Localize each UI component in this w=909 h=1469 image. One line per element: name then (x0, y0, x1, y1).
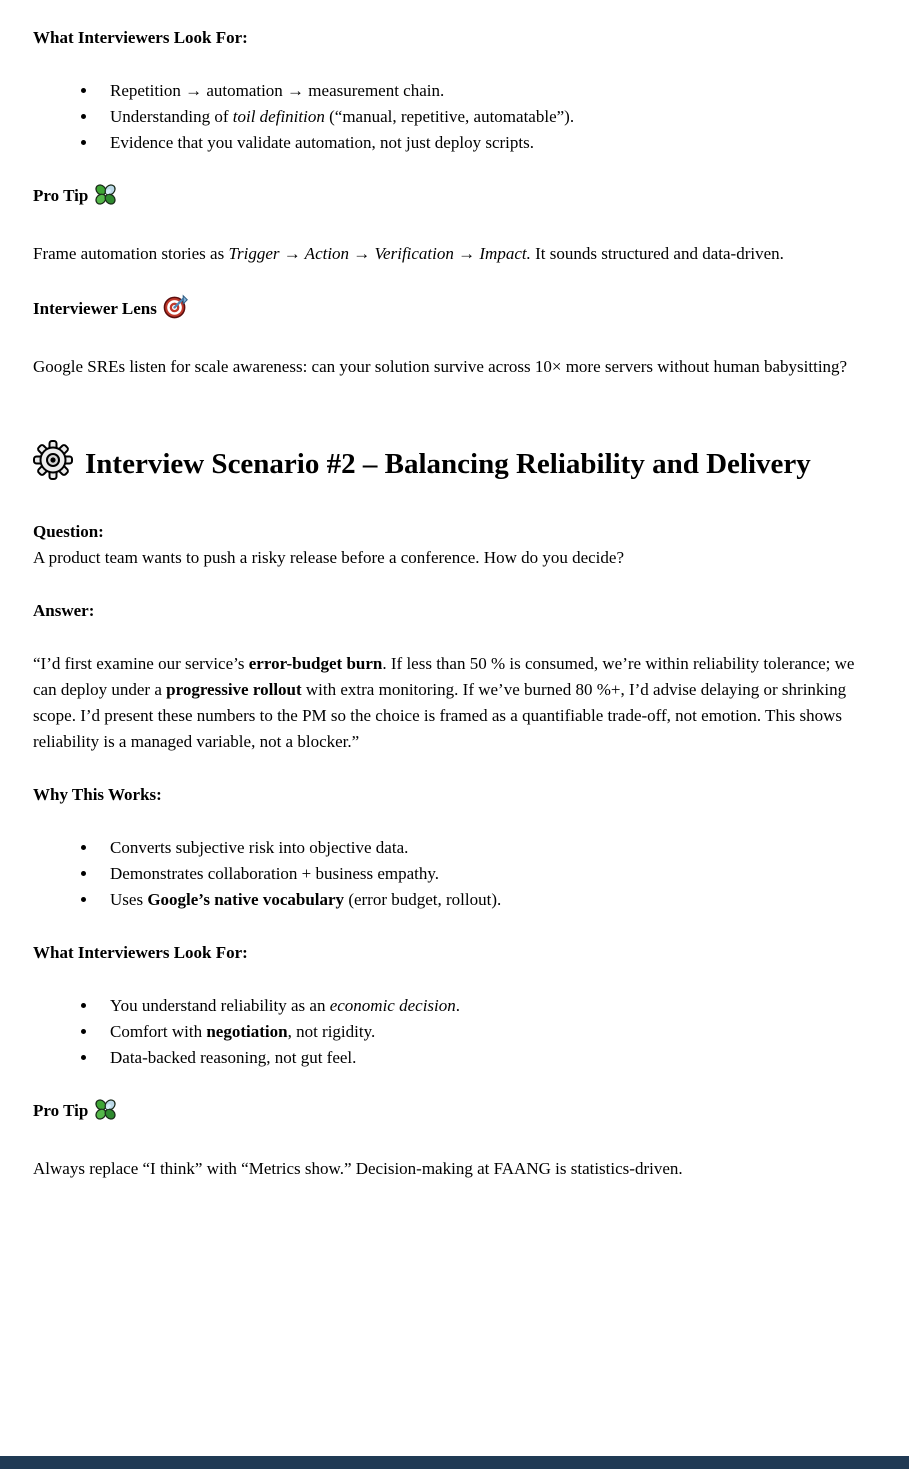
text-run: . If less than 50 % is consumed, we’re within reliability tolerance; we can deploy under a (33, 654, 855, 699)
text-run: . (455, 996, 461, 1015)
question-block (33, 519, 876, 571)
list-item (98, 1045, 876, 1071)
list-item-text (110, 1048, 356, 1067)
text-run: Google’s native vocabulary (147, 890, 345, 909)
list-item-text (110, 864, 439, 883)
list-item (98, 835, 876, 861)
pro-tip-1-body (33, 241, 876, 267)
question-body: A product team wants to push a risky release before a conference. How do you decide? (33, 548, 624, 567)
list-item-text (110, 996, 460, 1015)
text-run: Trigger → Action → Verification → Impact. (228, 244, 531, 263)
text-run: It sounds structured and data-driven. (530, 244, 784, 263)
list-item-text (110, 890, 501, 909)
text-run: Uses (110, 890, 148, 909)
text-run: “I’d first examine our service’s (33, 654, 249, 673)
scenario-2-title (33, 440, 876, 492)
list-item (98, 104, 876, 130)
four-leaf-clover-icon (94, 1098, 117, 1129)
text-run: Data-backed reasoning, not gut feel. (110, 1048, 357, 1067)
bullet-list-why-this-works (33, 835, 876, 913)
heading-what-interviewers-look-for-2: What Interviewers Look For: (33, 943, 248, 962)
text-run: (“manual, repetitive, automatable”). (324, 107, 575, 126)
heading-interviewer-lens (33, 294, 876, 327)
list-item-text (110, 81, 444, 100)
text-run: Demonstrates collaboration + business empathy. (110, 864, 440, 883)
list-item (98, 861, 876, 887)
answer-body (33, 651, 876, 755)
bullet-list-interviewers-1 (33, 78, 876, 156)
text-run: error-budget burn (248, 654, 383, 673)
heading-pro-tip-1 (33, 183, 876, 214)
footer-bar (0, 1456, 909, 1469)
pro-tip-label: Pro Tip (33, 1101, 89, 1120)
text-run: Understanding of (110, 107, 233, 126)
text-run: , not rigidity. (287, 1022, 376, 1041)
text-run: Comfort with (110, 1022, 207, 1041)
heading-pro-tip-2 (33, 1098, 876, 1129)
text-run: progressive rollout (166, 680, 302, 699)
text-run: economic decision (329, 996, 456, 1015)
text-run: (error budget, rollout). (344, 890, 502, 909)
question-label: Question: (33, 522, 104, 541)
list-item (98, 130, 876, 156)
text-run: Repetition → automation → measurement chain. (110, 81, 445, 100)
text-run: Always replace “I think” with “Metrics show.” Decision-making at FAANG is statistics-driven. (33, 1159, 683, 1178)
text-run: Evidence that you validate automation, not just deploy scripts. (110, 133, 534, 152)
list-item-text (110, 133, 534, 152)
scenario-2-title-text: Interview Scenario #2 – Balancing Reliability and Delivery (85, 448, 811, 480)
heading-why-this-works: Why This Works: (33, 785, 162, 804)
target-dart-icon (163, 294, 188, 327)
text-run: Google SREs listen for scale awareness: can your solution survive across 10× more servers without human babysitting? (33, 357, 848, 376)
bullet-list-interviewers-2 (33, 993, 876, 1071)
interviewer-lens-body (33, 354, 876, 380)
list-item (98, 1019, 876, 1045)
gear-icon (33, 440, 73, 492)
text-run: Converts subjective risk into objective data. (110, 838, 409, 857)
text-run: Frame automation stories as (33, 244, 229, 263)
list-item (98, 887, 876, 913)
pro-tip-label: Pro Tip (33, 186, 89, 205)
text-run: negotiation (206, 1022, 288, 1041)
list-item (98, 993, 876, 1019)
list-item-text (110, 107, 574, 126)
text-run: with extra monitoring. If we’ve burned 80 %+, I’d advise delaying or shrinking scope. I’d present these numbers to the PM so the choice is framed as a quantifiable trade-off, not emotion. This shows reliability is a managed variable, not a blocker.” (33, 680, 847, 751)
pro-tip-2-body (33, 1156, 876, 1182)
heading-what-interviewers-look-for-1: What Interviewers Look For: (33, 28, 248, 47)
list-item-text (110, 838, 408, 857)
list-item (98, 78, 876, 104)
list-item-text (110, 1022, 375, 1041)
text-run: You understand reliability as an (110, 996, 330, 1015)
interviewer-lens-label: Interviewer Lens (33, 299, 157, 318)
four-leaf-clover-icon (94, 183, 117, 214)
answer-label: Answer: (33, 601, 95, 620)
text-run: toil definition (232, 107, 325, 126)
